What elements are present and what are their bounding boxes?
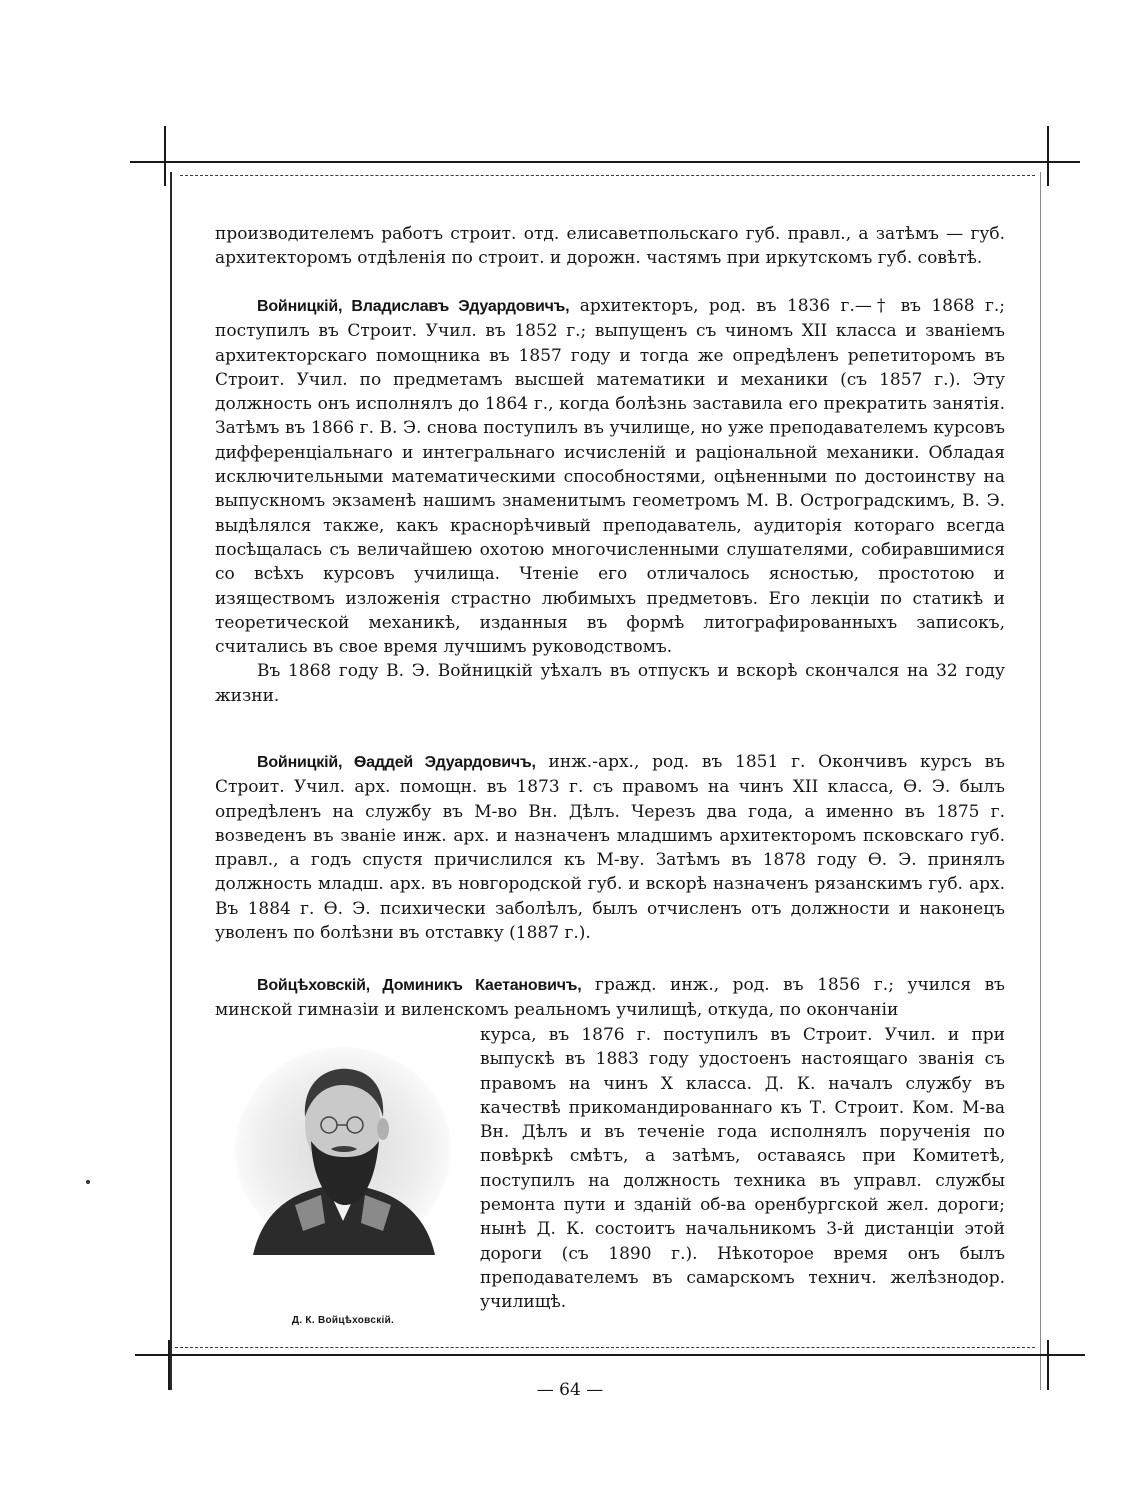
bottom-rule [135,1354,1085,1356]
page-speck [86,1180,90,1184]
intro-paragraph [215,222,1005,271]
page-number: — 64 — [536,1380,604,1400]
entry-paragraph [215,294,1005,659]
intro-text: производителемъ работъ строит. отд. елисаветпольскаго губ. правл., а затѣмъ — губ. архитекторомъ отдѣленія по строит. и дорожн. частямъ при иркутскомъ губ. совѣтѣ. [215,224,1005,269]
entry-text: архитекторъ, род. въ 1836 г.—† въ 1868 г.; поступилъ въ Строит. Учил. въ 1852 г.; выпущенъ съ чиномъ XII класса и званіемъ архитекторскаго помощника въ 1857 году и тогда же опредѣленъ репетиторомъ въ Строит. Учил. по предметамъ высшей математики и механики (съ 1857 г.). Эту должность онъ исполнялъ до 1864 г., когда болѣзнь заставила его прекратить занятія. Затѣмъ въ 1866 г. В. Э. снова поступилъ въ училище, но уже преподавателемъ курсовъ дифференціальнаго и интегральнаго исчисленій и раціональной механики. Обладая исключительными математическими способностями, оцѣненными по достоинству на выпускномъ экзаменѣ нашимъ знаменитымъ геометромъ М. В. Остроградскимъ, В. Э. выдѣлялся также, какъ краснорѣчивый преподаватель, аудиторія котораго всегда посѣщалась съ величайшею охотою многочисленными слушателями, собиравшимися со всѣхъ курсовъ училища. Чтеніе его отличалось ясностью, простотою и изяществомъ изложенія страстно любимыхъ предметовъ. Его лекціи по статикѣ и теоретической механикѣ, изданныя въ формѣ литографированныхъ записокъ, считались въ свое время лучшимъ руководствомъ. [215,296,1006,658]
top-dashed-rule [180,175,1035,176]
entry-paragraph [215,750,1005,945]
right-margin-line [1040,172,1041,1390]
right-top-tick [1047,126,1049,186]
left-margin-line [170,172,172,1390]
entry-name: Войницкій, Ѳаддей Эдуардовичъ, [257,754,536,771]
top-rule [130,161,1080,163]
portrait-figure [228,1045,458,1326]
entry-paragraph [215,973,1005,1023]
entry-voinitsky-faddei [215,750,1005,945]
entry-name: Войницкій, Владиславъ Эдуардовичъ, [257,298,570,315]
portrait-caption: Д. К. Войцѣховскій. [291,1315,395,1326]
bottom-dashed-rule [175,1347,1035,1348]
entry-text-wrap: курса, въ 1876 г. поступилъ въ Строит. Учил. и при выпускѣ въ 1883 году удостоенъ настоящаго званія съ правомъ на чинъ X класса. Д. К. началъ службу въ качествѣ прикомандированнаго къ Т. Строит. Ком. М-ва Вн. Дѣлъ и въ теченіе года исполнялъ порученія по повѣркѣ смѣтъ, а затѣмъ, оставаясь при Комитетѣ, поступилъ на должность техника въ управл. службы ремонта пути и зданій об-ва оренбургской жел. дороги; нынѣ Д. К. состоитъ начальникомъ 3-й дистанціи этой дороги (съ 1890 г.). Нѣкоторое время онъ былъ преподавателемъ въ самарскомъ технич. желѣзнодор. училищѣ. [480,1025,1005,1313]
entry-voinitsky-vladislav [215,294,1005,708]
entry-text: гражд. инж., род. въ 1856 г.; учился въ минской гимназіи и виленскомъ реальномъ училищѣ, откуда, по окончаніи [215,975,1005,1021]
entry-name: Войцѣховскій, Доминикъ Каетановичъ, [257,977,582,994]
entry-text: инж.-арх., род. въ 1851 г. Окончивъ курсъ въ Строит. Учил. арх. помощн. въ 1873 г. съ правомъ на чинъ XII класса, Ѳ. Э. былъ опредѣленъ на службу въ М-во Вн. Дѣлъ. Черезъ два года, а именно въ 1875 г. возведенъ въ званіе инж. арх. и назначенъ младшимъ архитекторомъ псковскаго губ. правл., а годъ спустя причислился къ М-ву. Затѣмъ въ 1878 году Ѳ. Э. принялъ должность младш. арх. въ новгородской губ. и вскорѣ назначенъ рязанскимъ губ. арх. Въ 1884 г. Ѳ. Э. психически заболѣлъ, былъ отчисленъ отъ должности и наконецъ уволенъ по болѣзни въ отставку (1887 г.). [215,752,1005,944]
portrait-engraving [233,1045,453,1255]
entry-voitsekhovsky-continued [480,1023,1005,1315]
left-top-tick [164,126,166,186]
entry-paragraph-2: Въ 1868 году В. Э. Войницкій уѣхалъ въ отпускъ и вскорѣ скончался на 32 году жизни. [215,661,1005,706]
entry-voitsekhovsky [215,973,1005,1023]
